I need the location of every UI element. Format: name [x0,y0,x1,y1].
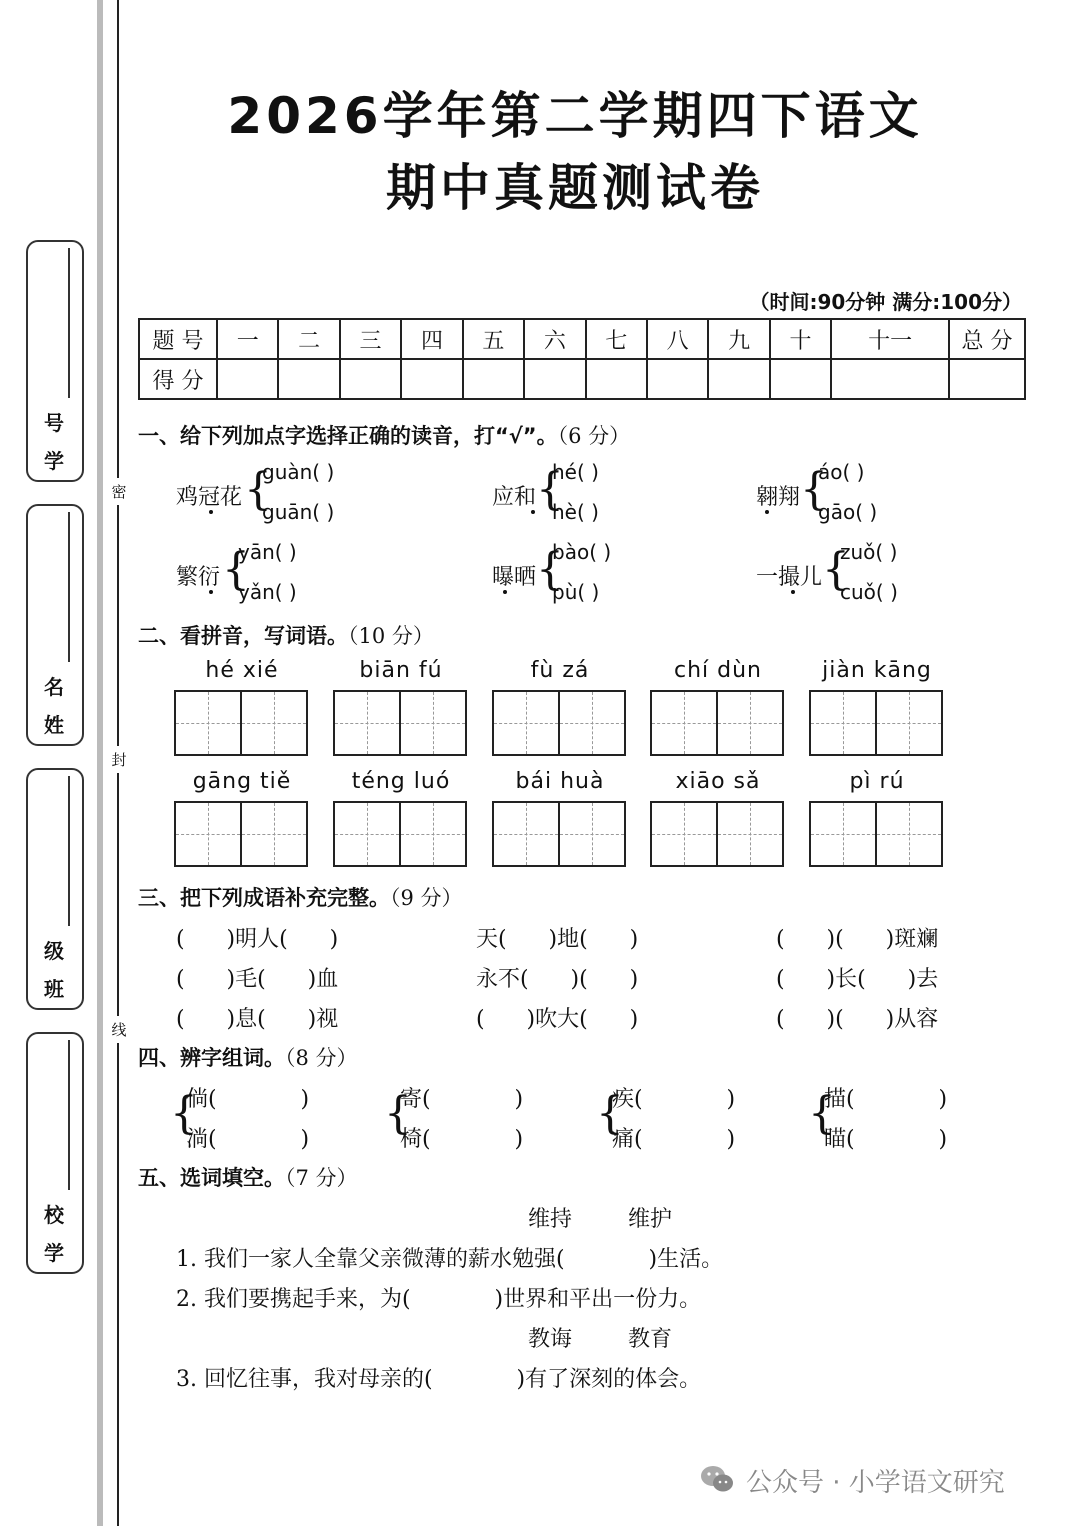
reading-option[interactable]: áo( ) [818,460,865,484]
idiom-item[interactable]: ( )( )从容 [776,1007,939,1032]
brace-icon: { [536,464,564,515]
field-label: 号 [44,411,64,435]
reading-option[interactable]: cuǒ( ) [840,580,898,604]
char-pair-b[interactable]: 椅( ) [400,1127,524,1152]
char-pair-a[interactable]: 疾( ) [612,1087,736,1112]
watermark-text: 公众号 · 小学语文研究 [746,1468,1005,1498]
seal-char-xian: 线 [108,1016,130,1043]
time-info: （时间:90分钟 满分:100分） [749,290,1022,314]
idiom-item[interactable]: ( )息( )视 [176,1007,339,1032]
section-title: 三、把下列成语补充完整。 [138,886,390,910]
pinyin-label: jiàn kāng [822,658,932,683]
idiom-item[interactable]: ( )明人( ) [176,927,339,952]
writing-grid[interactable] [809,690,943,756]
idiom-item[interactable]: ( )长( )去 [776,967,939,992]
reading-option[interactable]: bào( ) [552,540,612,564]
score-cell[interactable] [463,359,524,399]
idiom-item[interactable]: ( )毛( )血 [176,967,339,992]
brace-icon: { [222,544,250,595]
word-choices: 维持 维护 [528,1207,672,1232]
pinyin-label: chí dùn [674,658,762,683]
brace-icon: { [536,544,564,595]
score-cell[interactable] [401,359,462,399]
fill-line[interactable] [68,512,70,662]
score-cell[interactable] [586,359,647,399]
idiom-item[interactable]: ( )吹大( ) [476,1007,639,1032]
score-header-cell: 七 [586,319,647,359]
score-cell[interactable] [831,359,949,399]
student-number-field [26,240,84,482]
score-cell[interactable] [949,359,1025,399]
score-header-cell: 题 号 [139,319,217,359]
score-value-row [139,359,1025,399]
score-cell[interactable] [340,359,401,399]
writing-grid[interactable] [650,690,784,756]
reading-option[interactable]: yǎn( ) [238,580,297,604]
field-label: 校 [44,1203,64,1227]
writing-grid[interactable] [492,690,626,756]
fill-line[interactable] [68,776,70,926]
pinyin-label: xiāo sǎ [675,769,761,794]
reading-option[interactable]: guàn( ) [262,460,335,484]
brace-icon: { [384,1088,412,1139]
reading-option[interactable]: pù( ) [552,580,600,604]
score-cell[interactable] [217,359,278,399]
emphasis-dot [791,590,795,594]
score-cell[interactable] [278,359,339,399]
score-table [138,318,1026,400]
idiom-item[interactable]: ( )( )斑斓 [776,927,939,952]
emphasis-dot [209,590,213,594]
section-title: 一、给下列加点字选择正确的读音，打“√”。 [138,424,558,448]
section1-word: 一撮儿 [756,565,823,590]
score-header-cell: 六 [524,319,585,359]
field-label: 级 [44,939,64,963]
pinyin-label: pì rú [849,769,905,794]
reading-option[interactable]: yān( ) [238,540,297,564]
fill-sentence[interactable]: 2. 我们要携起手来，为( )世界和平出一份力。 [176,1287,702,1312]
section-title: 二、看拼音，写词语。 [138,624,348,648]
brace-icon: { [170,1088,198,1139]
score-header-cell: 三 [340,319,401,359]
section1-word: 鸡冠花 [176,485,243,510]
score-row-label: 得 分 [139,359,217,399]
brace-icon: { [822,544,850,595]
writing-grid[interactable] [174,801,308,867]
section-title: 五、选词填空。 [138,1166,285,1190]
pinyin-label: bái huà [515,769,605,794]
section-points: （9 分） [390,886,463,910]
score-header-cell: 九 [708,319,769,359]
section1-word: 翱翔 [756,485,801,510]
reading-option[interactable]: zuǒ( ) [840,540,898,564]
reading-option[interactable]: hè( ) [552,500,599,524]
section1-word: 曝晒 [492,565,537,590]
field-label: 学 [44,1241,64,1265]
pinyin-label: biān fú [359,658,443,683]
score-cell[interactable] [647,359,708,399]
field-label: 名 [44,675,64,699]
score-header-cell: 二 [278,319,339,359]
section1-word: 应和 [492,485,537,510]
brace-icon: { [244,464,272,515]
brace-icon: { [596,1088,624,1139]
pinyin-label: gāng tiě [192,769,292,794]
emphasis-dot [765,510,769,514]
score-cell[interactable] [770,359,831,399]
pinyin-label: fù zá [530,658,590,683]
char-pair-b[interactable]: 痛( ) [612,1127,736,1152]
section-3-heading [138,882,463,912]
field-label: 学 [44,449,64,473]
reading-option[interactable]: hé( ) [552,460,599,484]
school-field [26,1032,84,1274]
score-header-cell: 四 [401,319,462,359]
score-header-cell: 八 [647,319,708,359]
wechat-icon [700,1464,734,1494]
pinyin-label: téng luó [351,769,451,794]
char-pair-b[interactable]: 瞄( ) [824,1127,948,1152]
class-field [26,768,84,1010]
fill-line[interactable] [68,248,70,398]
section-points: （8 分） [285,1046,358,1070]
field-label: 班 [44,977,64,1001]
score-header-cell: 十一 [831,319,949,359]
writing-grid[interactable] [333,690,467,756]
seal-char-mi: 密 [108,478,130,505]
fill-line[interactable] [68,1040,70,1190]
score-header-cell: 十 [770,319,831,359]
writing-grid[interactable] [809,801,943,867]
section-points: （6 分） [557,424,631,448]
page-title: 2026学年第二学期四下语文 [227,87,923,145]
score-header-cell: 五 [463,319,524,359]
seal-char-feng: 封 [108,746,130,773]
reading-option[interactable]: gāo( ) [818,500,878,524]
section-title: 四、辨字组词。 [138,1046,285,1070]
section-2-heading [138,620,434,650]
word-choices: 教诲 教育 [528,1327,672,1352]
student-name-field [26,504,84,746]
emphasis-dot [503,590,507,594]
field-label: 姓 [44,713,64,737]
section-points: （10 分） [348,624,434,648]
idiom-item[interactable]: 永不( )( ) [476,967,639,992]
section-points: （7 分） [285,1166,358,1190]
binding-margin-shade [97,0,103,1526]
section1-word: 繁衍 [176,565,221,590]
reading-option[interactable]: guān( ) [262,500,335,524]
emphasis-dot [531,510,535,514]
char-pair-a[interactable]: 倘( ) [186,1087,310,1112]
writing-grid[interactable] [492,801,626,867]
char-pair-a[interactable]: 寄( ) [400,1087,524,1112]
section-5-heading [138,1162,358,1192]
page-subtitle: 期中真题测试卷 [386,159,764,217]
fill-sentence[interactable]: 3. 回忆往事，我对母亲的( )有了深刻的体会。 [176,1367,702,1392]
char-pair-a[interactable]: 描( ) [824,1087,948,1112]
section-4-heading [138,1042,358,1072]
pinyin-label: hé xié [205,658,279,683]
writing-grid[interactable] [650,801,784,867]
section-1-heading [138,420,630,450]
writing-grid[interactable] [333,801,467,867]
score-cell[interactable] [708,359,769,399]
score-cell[interactable] [524,359,585,399]
brace-icon: { [808,1088,836,1139]
score-header-cell: 总 分 [949,319,1025,359]
score-header-cell: 一 [217,319,278,359]
idiom-item[interactable]: 天( )地( ) [476,927,639,952]
fill-sentence[interactable]: 1. 我们一家人全靠父亲微薄的薪水勉强( )生活。 [176,1247,724,1272]
brace-icon: { [800,464,828,515]
char-pair-b[interactable]: 淌( ) [186,1127,310,1152]
score-header-row [139,319,1025,359]
writing-grid[interactable] [174,690,308,756]
emphasis-dot [209,510,213,514]
